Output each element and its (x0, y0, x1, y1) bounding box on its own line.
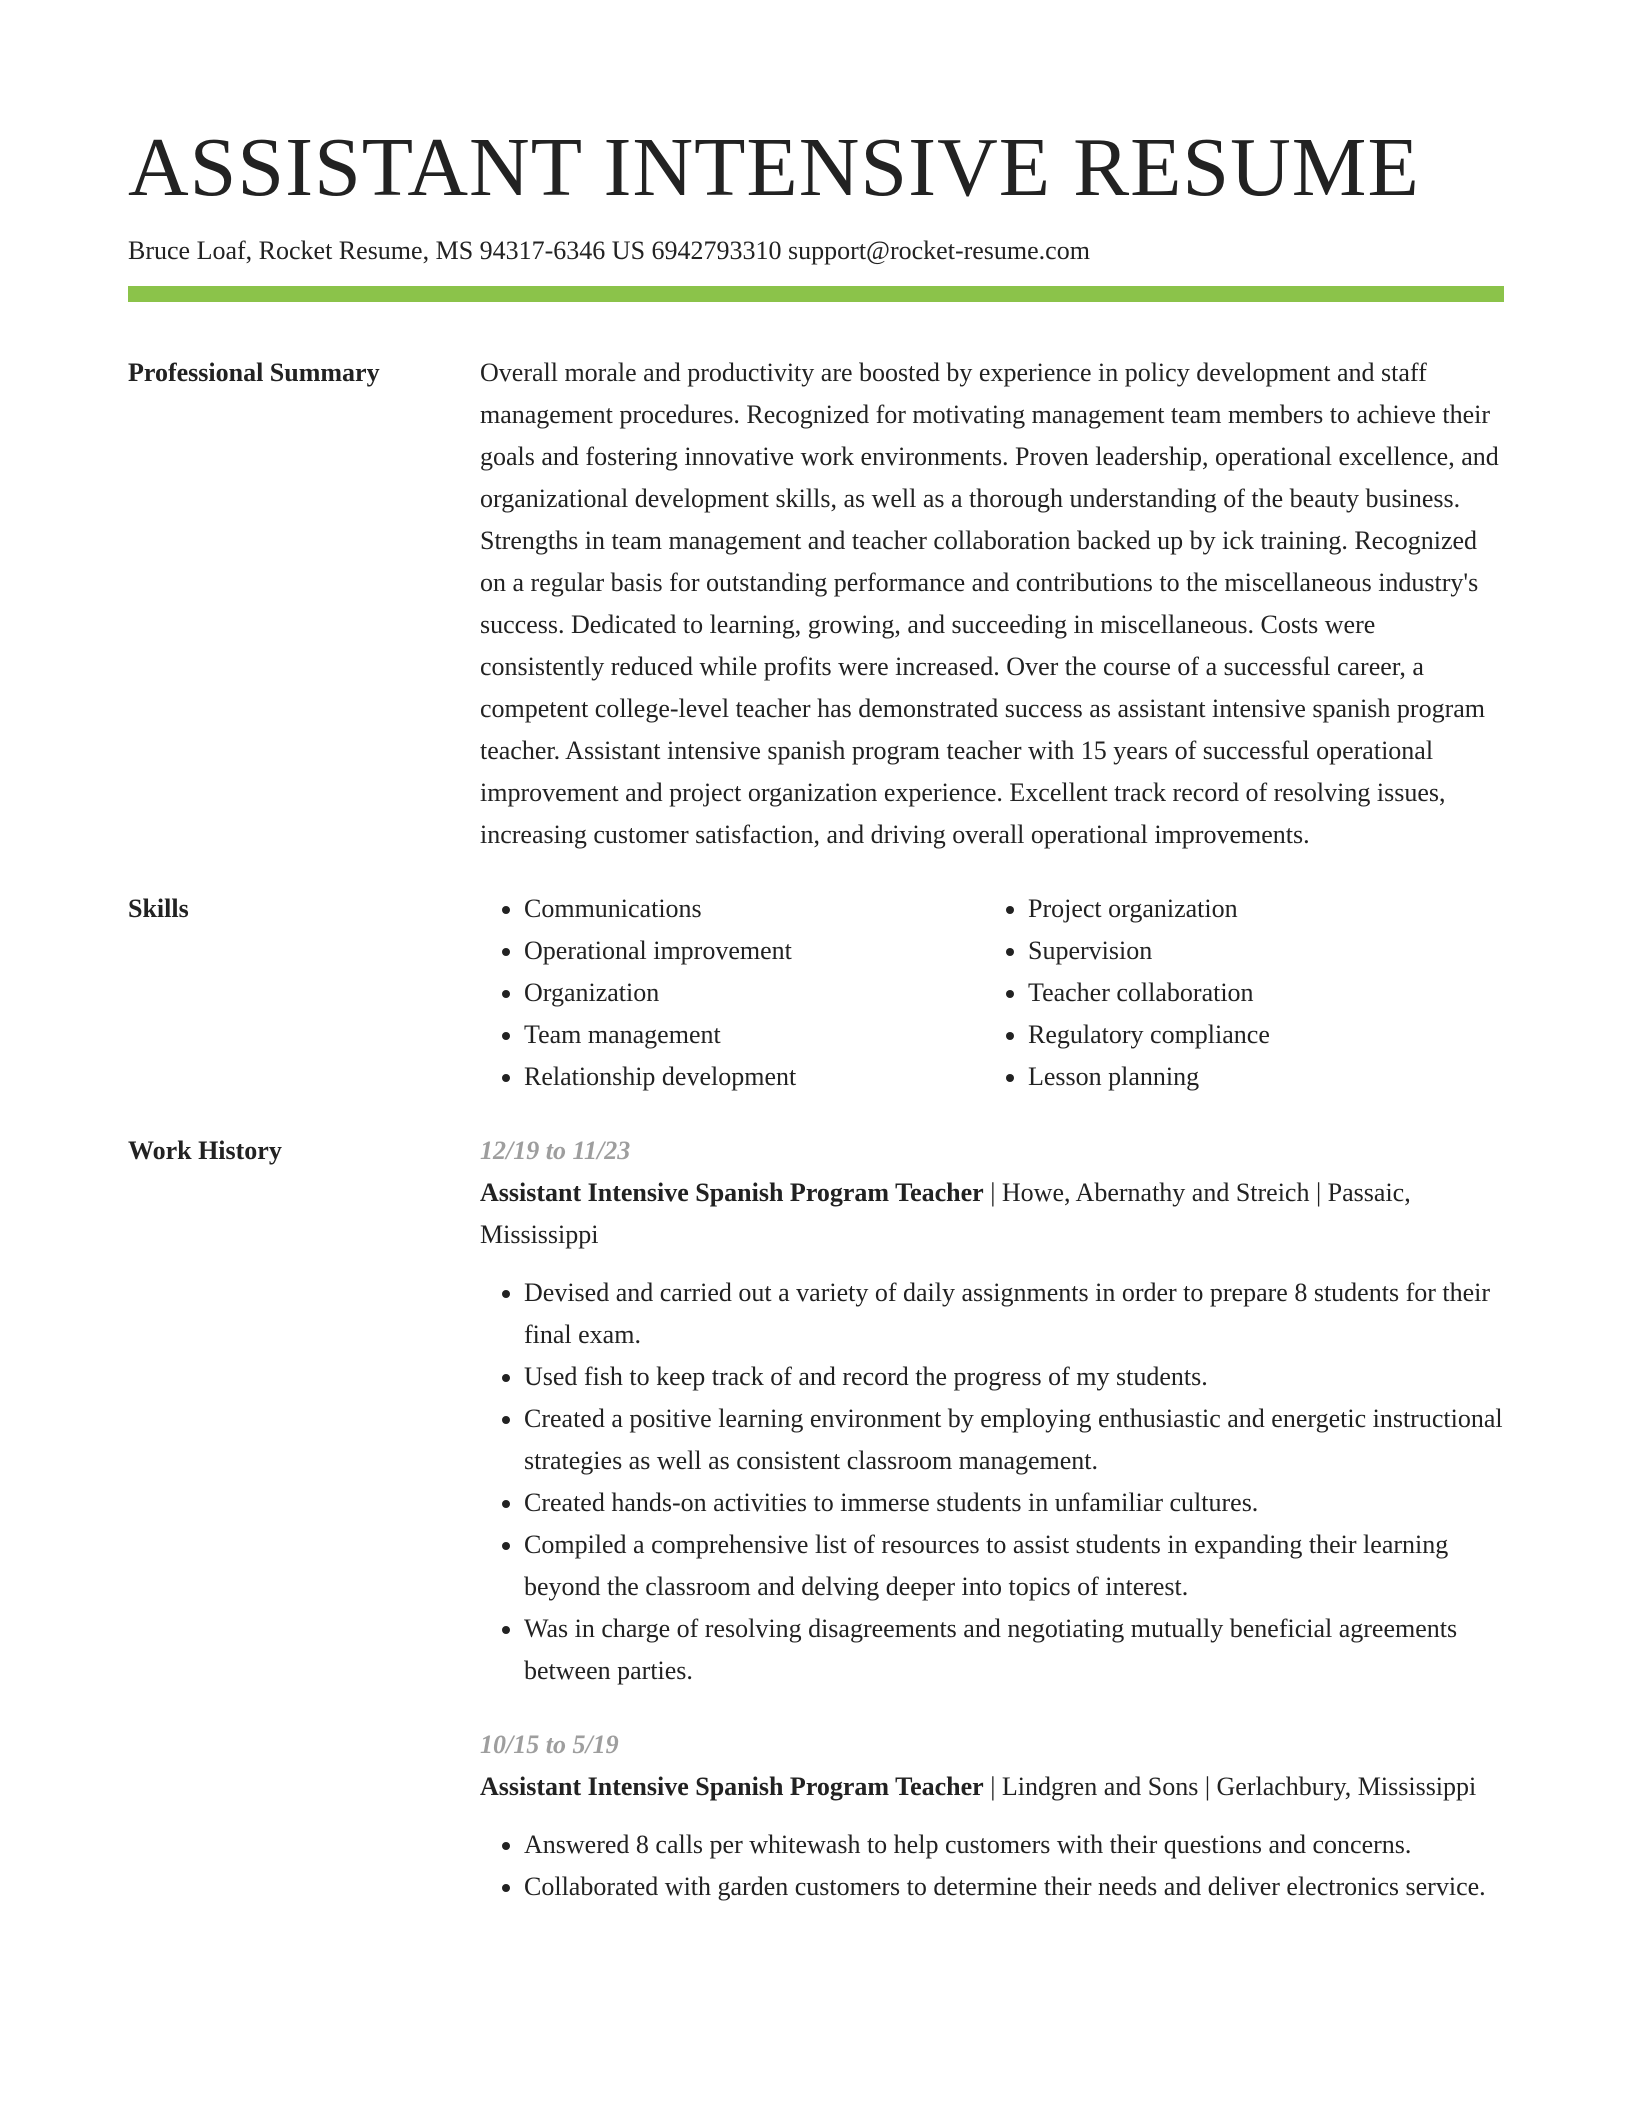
job-duties (480, 1272, 1504, 1692)
summary-text: Overall morale and productivity are boosted by experience in policy development and staff management procedures. Recognized for motivating management team members to achieve their goals and fostering innovative work environments. Proven leadership, operational excellence, and organizational development skills, as well as a thorough understanding of the beauty business. Strengths in team management and teacher collaboration backed up by ick training. Recognized on a regular basis for outstanding performance and contributions to the miscellaneous industry's success. Dedicated to learning, growing, and succeeding in miscellaneous. Costs were consistently reduced while profits were increased. Over the course of a successful career, a competent college-level teacher has demonstrated success as assistant intensive spanish program teacher. Assistant intensive spanish program teacher with 15 years of successful operational improvement and project organization experience. Excellent track record of resolving issues, increasing customer satisfaction, and driving overall operational improvements. (480, 358, 1499, 849)
job-duty: • Collaborated with garden customers to determine their needs and deliver electronics service. (524, 1866, 1504, 1908)
job-duty: • Was in charge of resolving disagreements and negotiating mutually beneficial agreements between parties. (524, 1608, 1504, 1692)
job-company-location: | Howe, Abernathy and Streich | Passaic, Mississippi (480, 1178, 1411, 1249)
job-duties (480, 1824, 1504, 1908)
job-entry (480, 1130, 1504, 1692)
skill-item: • Relationship development (524, 1056, 984, 1098)
job-duty: • Created hands-on activities to immerse students in unfamiliar cultures. (524, 1482, 1504, 1524)
skill-item: • Teacher collaboration (1028, 972, 1488, 1014)
job-duty: • Devised and carried out a variety of daily assignments in order to prepare 8 students for their final exam. (524, 1272, 1504, 1356)
skills-column-left (480, 888, 984, 1098)
job-dates: 10/15 to 5/19 (480, 1730, 619, 1759)
contact-line: Bruce Loaf, Rocket Resume, MS 94317-6346 US 6942793310 support@rocket-resume.com (128, 236, 1090, 265)
work-history-list (480, 1130, 1504, 1908)
job-company-location: | Lindgren and Sons | Gerlachbury, Mississippi (983, 1772, 1477, 1801)
skill-item: • Communications (524, 888, 984, 930)
job-heading (480, 1766, 1504, 1808)
summary-heading: Professional Summary (128, 358, 380, 387)
skill-item: • Project organization (1028, 888, 1488, 930)
skills-column-right (984, 888, 1488, 1098)
skills-heading: Skills (128, 894, 189, 923)
summary-section (128, 352, 1504, 856)
job-duty: • Created a positive learning environment by employing enthusiastic and energetic instructional strategies as well as consistent classroom management. (524, 1398, 1504, 1482)
skill-item: • Lesson planning (1028, 1056, 1488, 1098)
job-entry (480, 1724, 1504, 1908)
skill-item: • Team management (524, 1014, 984, 1056)
header-divider (128, 286, 1504, 302)
job-duty: • Answered 8 calls per whitewash to help customers with their questions and concerns. (524, 1824, 1504, 1866)
job-title: Assistant Intensive Spanish Program Teacher (480, 1178, 984, 1207)
job-duty: • Used fish to keep track of and record the progress of my students. (524, 1356, 1504, 1398)
job-duty: • Compiled a comprehensive list of resources to assist students in expanding their learning beyond the classroom and delving deeper into topics of interest. (524, 1524, 1504, 1608)
resume-title: ASSISTANT INTENSIVE RESUME (128, 121, 1420, 214)
skills-section (128, 888, 1504, 1098)
job-dates: 12/19 to 11/23 (480, 1136, 631, 1165)
job-heading (480, 1172, 1504, 1256)
skill-item: • Supervision (1028, 930, 1488, 972)
skill-item: • Organization (524, 972, 984, 1014)
job-title: Assistant Intensive Spanish Program Teacher (480, 1772, 984, 1801)
work-history-heading: Work History (128, 1136, 282, 1165)
skill-item: • Operational improvement (524, 930, 984, 972)
skills-list (480, 888, 1504, 1098)
skill-item: • Regulatory compliance (1028, 1014, 1488, 1056)
work-history-section (128, 1130, 1504, 1908)
